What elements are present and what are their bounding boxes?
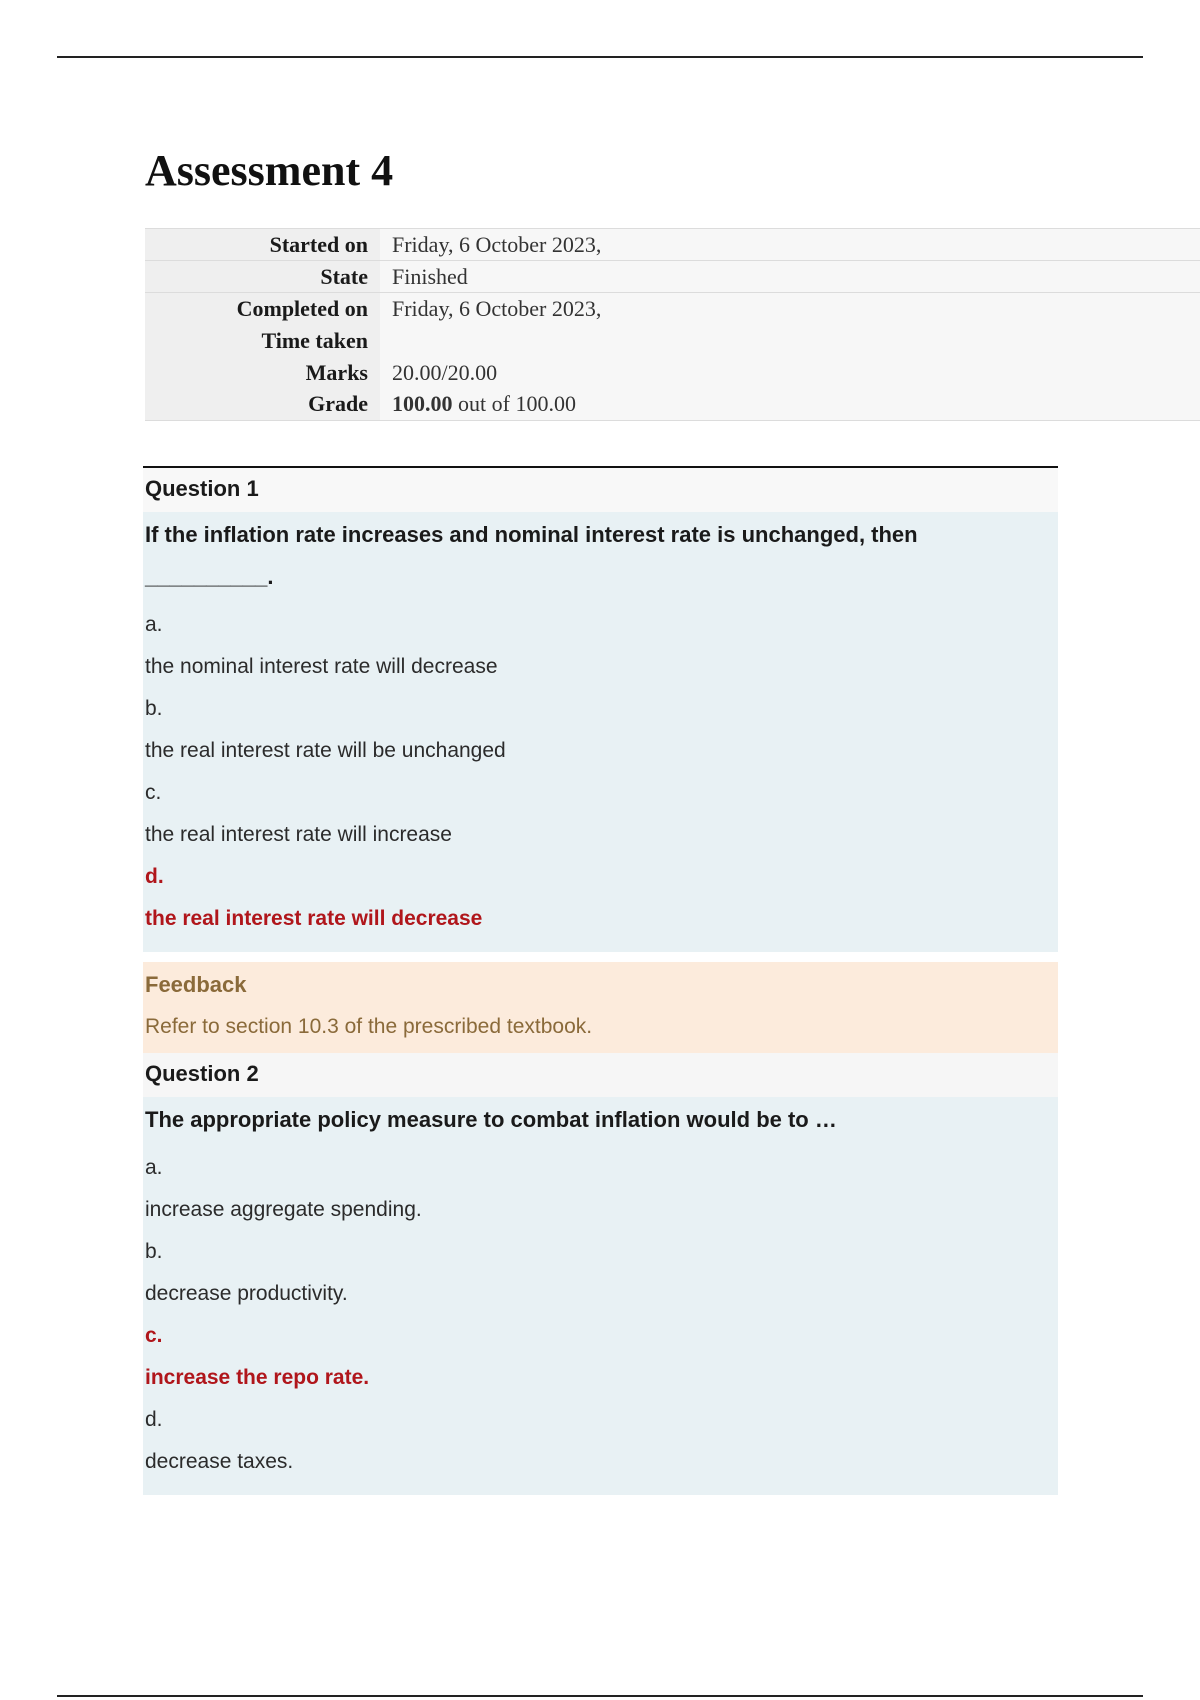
bottom-rule bbox=[57, 1695, 1143, 1697]
feedback-title: Feedback bbox=[145, 972, 247, 997]
question-body bbox=[143, 1097, 1058, 1495]
question-body bbox=[143, 512, 1058, 952]
summary-value: Friday, 6 October 2023, bbox=[380, 293, 1200, 325]
summary-value: Finished bbox=[380, 261, 1200, 293]
summary-label: Marks bbox=[145, 357, 380, 389]
question-heading: Question 1 bbox=[143, 466, 1058, 512]
summary-row-grade bbox=[145, 389, 1200, 421]
summary-label: Completed on bbox=[145, 293, 380, 325]
summary-row-started bbox=[145, 229, 1200, 261]
option-letter-d-correct: d. bbox=[145, 865, 164, 888]
grade-out-of: out of 100.00 bbox=[452, 391, 576, 417]
option-text-a: the nominal interest rate will decrease bbox=[145, 655, 498, 678]
option-letter-a: a. bbox=[145, 1156, 163, 1179]
option-text-d-correct: the real interest rate will decrease bbox=[145, 907, 483, 930]
summary-row-completed bbox=[145, 293, 1200, 325]
question-1 bbox=[143, 466, 1058, 1068]
summary-row-time-taken bbox=[145, 325, 1200, 357]
question-text: The appropriate policy measure to combat inflation would be to … bbox=[145, 1107, 837, 1132]
summary-value bbox=[380, 325, 1200, 357]
summary-value: 20.00/20.00 bbox=[380, 357, 1200, 389]
question-heading: Question 2 bbox=[143, 1053, 1058, 1097]
question-blank: __________. bbox=[145, 564, 274, 589]
summary-label: State bbox=[145, 261, 380, 293]
option-text-b: the real interest rate will be unchanged bbox=[145, 739, 506, 762]
option-text-d: decrease taxes. bbox=[145, 1450, 294, 1473]
top-rule bbox=[57, 56, 1143, 58]
summary-label: Grade bbox=[145, 389, 380, 421]
grade-value: 100.00 bbox=[392, 391, 453, 417]
option-letter-d: d. bbox=[145, 1408, 163, 1431]
question-prompt: If the inflation rate increases and nominal interest rate is unchanged, then bbox=[145, 522, 918, 547]
option-text-c-correct: increase the repo rate. bbox=[145, 1366, 370, 1389]
page-title: Assessment 4 bbox=[145, 146, 394, 195]
summary-label: Time taken bbox=[145, 325, 380, 357]
summary-value: Friday, 6 October 2023, bbox=[380, 229, 1200, 261]
question-text bbox=[145, 512, 1058, 598]
option-letter-b: b. bbox=[145, 697, 163, 720]
summary-row-marks bbox=[145, 357, 1200, 389]
option-letter-c-correct: c. bbox=[145, 1324, 163, 1347]
option-text-b: decrease productivity. bbox=[145, 1282, 348, 1305]
option-letter-b: b. bbox=[145, 1240, 163, 1263]
option-text-c: the real interest rate will increase bbox=[145, 823, 452, 846]
question-2 bbox=[143, 1053, 1058, 1495]
feedback-text: Refer to section 10.3 of the prescribed textbook. bbox=[145, 1015, 593, 1038]
option-letter-c: c. bbox=[145, 781, 162, 804]
summary-label: Started on bbox=[145, 229, 380, 261]
option-text-a: increase aggregate spending. bbox=[145, 1198, 422, 1221]
summary-row-state bbox=[145, 261, 1200, 293]
summary-value bbox=[380, 389, 1200, 421]
option-letter-a: a. bbox=[145, 613, 163, 636]
attempt-summary-table bbox=[145, 228, 1200, 421]
